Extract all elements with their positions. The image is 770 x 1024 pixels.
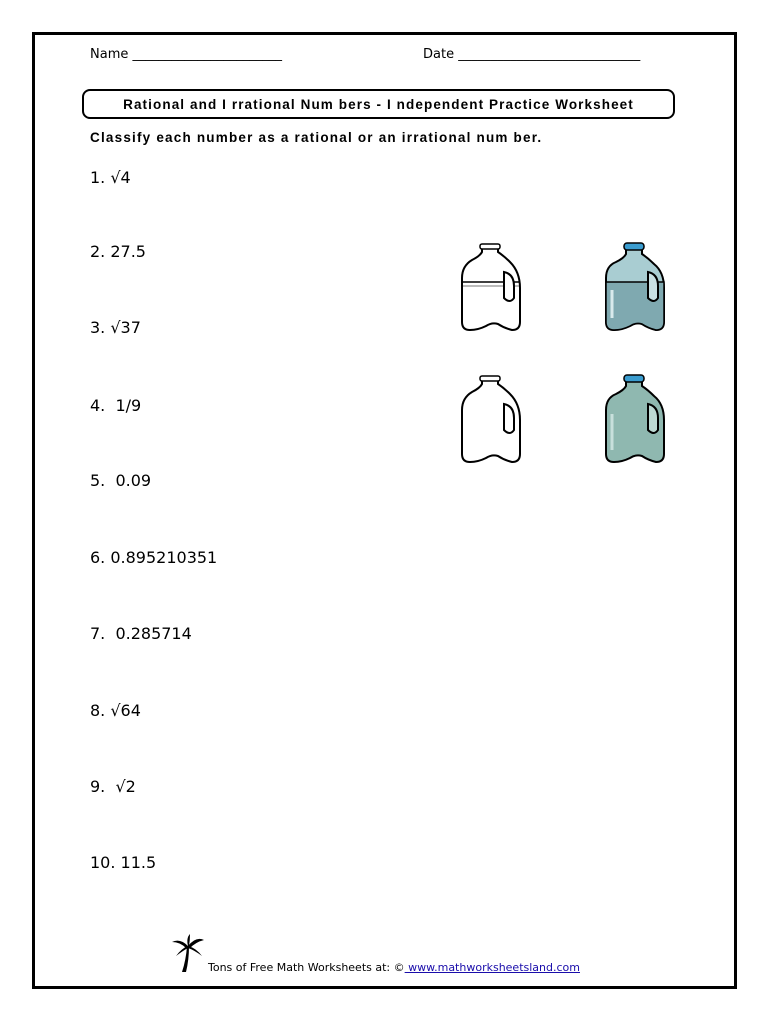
question-1: 1. √4: [90, 168, 131, 187]
question-5: 5. 0.09: [90, 471, 152, 490]
footer-text: Tons of Free Math Worksheets at: ©: [208, 961, 405, 974]
water-jug-filled-icon: [602, 242, 668, 334]
question-2: 2. 27.5: [90, 242, 146, 261]
name-field: Name _______________________: [90, 47, 282, 62]
question-10: 10. 11.5: [90, 853, 157, 872]
question-7: 7. 0.285714: [90, 624, 192, 643]
question-4: 4. 1/9: [90, 396, 142, 415]
page-border: [32, 32, 737, 989]
question-3: 3. √37: [90, 318, 141, 337]
footer: [208, 961, 580, 974]
question-6: 6. 0.895210351: [90, 548, 218, 567]
question-9: 9. √2: [90, 777, 136, 796]
footer-link[interactable]: www.mathworksheetsland.com: [404, 961, 580, 974]
water-jug-filled-icon: [602, 374, 668, 466]
date-field: Date ____________________________: [423, 47, 641, 62]
title-box: [82, 89, 675, 119]
milk-jug-empty-icon: [458, 242, 524, 334]
instructions: Classify each number as a rational or an irrational num ber.: [90, 130, 543, 145]
question-8: 8. √64: [90, 701, 141, 720]
palm-tree-logo-icon: [170, 934, 206, 974]
milk-jug-empty-icon: [458, 374, 524, 466]
worksheet-title: Rational and I rrational Num bers - I ndependent Practice Worksheet: [123, 96, 634, 112]
